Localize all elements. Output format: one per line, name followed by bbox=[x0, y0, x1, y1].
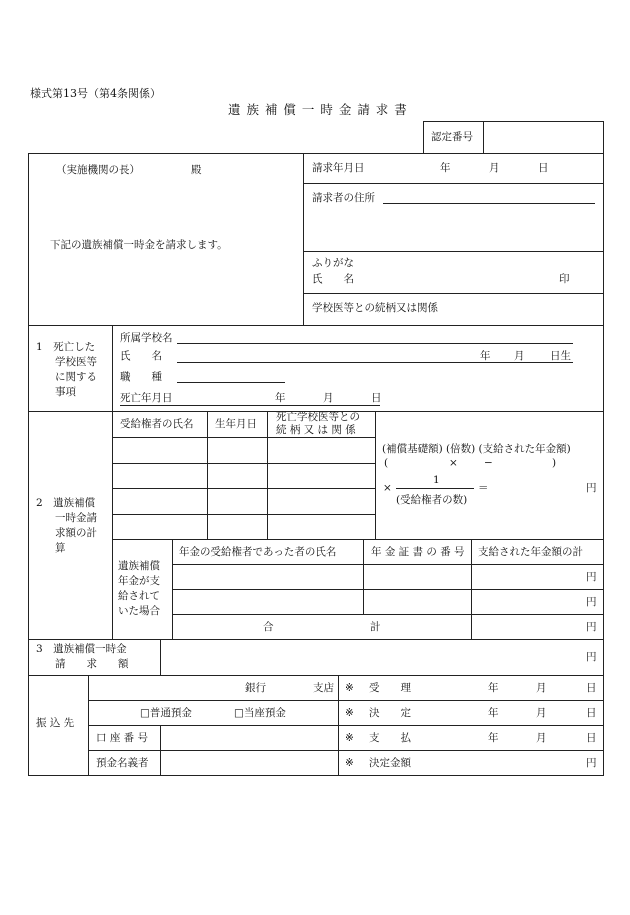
frame-bottom bbox=[28, 775, 604, 776]
death-day: 日 bbox=[371, 392, 382, 404]
formula-times-2: × bbox=[383, 482, 392, 494]
current-deposit-label: 当座預金 bbox=[243, 707, 286, 719]
request-date-day: 日 bbox=[538, 162, 549, 174]
deceased-name-field[interactable] bbox=[177, 362, 573, 363]
pension-total-label-2: 計 bbox=[370, 621, 381, 633]
school-name-field[interactable] bbox=[177, 343, 573, 344]
decided-label: 決 定 bbox=[369, 707, 411, 719]
checkbox-icon: □ bbox=[140, 707, 150, 719]
formula-open-paren: ( bbox=[384, 457, 389, 469]
pension-row-yen: 円 bbox=[586, 596, 597, 608]
addressee-honorific: 殿 bbox=[191, 164, 202, 176]
formula-denominator: (受給権者の数) bbox=[396, 494, 468, 506]
current-deposit-checkbox[interactable] bbox=[234, 708, 286, 719]
recipient-cell[interactable] bbox=[113, 438, 207, 463]
death-date-field[interactable] bbox=[120, 405, 380, 406]
transfer-label: 振 込 先 bbox=[36, 717, 75, 729]
paid-label: 支 払 bbox=[369, 732, 411, 744]
recipient-cell[interactable] bbox=[113, 489, 207, 514]
received-day: 日 bbox=[586, 682, 597, 694]
col-birth-date: 生年月日 bbox=[215, 418, 257, 430]
formula-numerator: 1 bbox=[433, 474, 440, 486]
section2-header-line: 2 遺族補償 bbox=[36, 497, 96, 509]
note-mark: ※ bbox=[345, 707, 354, 719]
furigana-label: ふりがな bbox=[312, 257, 354, 269]
paid-month: 月 bbox=[536, 732, 547, 744]
pension-label-line: 年金が支 bbox=[118, 575, 160, 587]
section3-label-2: 請 求 額 bbox=[55, 658, 129, 670]
note-mark: ※ bbox=[345, 682, 354, 694]
birth-year: 年 bbox=[480, 350, 491, 362]
section2-header-line: 一時金請 bbox=[55, 512, 97, 524]
decided-month: 月 bbox=[536, 707, 547, 719]
relation-label: 学校医等との続柄又は関係 bbox=[312, 302, 438, 314]
section2-header-line: 求額の計 bbox=[55, 527, 97, 539]
birth-month: 月 bbox=[514, 350, 525, 362]
section3-label-1: 3 遺族補償一時金 bbox=[36, 643, 127, 655]
death-month: 月 bbox=[323, 392, 334, 404]
occupation-field[interactable] bbox=[177, 382, 285, 383]
frame-right bbox=[603, 153, 604, 776]
section1-header-line: に関する bbox=[55, 371, 97, 383]
pension-total-label-1: 合 bbox=[263, 621, 274, 633]
formula-yen: 円 bbox=[586, 482, 597, 494]
received-month: 月 bbox=[536, 682, 547, 694]
formula-minus: − bbox=[484, 457, 493, 469]
bank-label: 銀行 bbox=[245, 682, 266, 694]
formula-labels: (補償基礎額) (倍数) (支給された年金額) bbox=[382, 443, 571, 455]
note-mark: ※ bbox=[345, 757, 354, 769]
section1-header-line: 1 死亡した bbox=[36, 341, 96, 353]
seal-mark: 印 bbox=[559, 273, 570, 285]
recipient-cell[interactable] bbox=[113, 515, 207, 539]
col-pension-recipient: 年金の受給権者であった者の氏名 bbox=[179, 546, 337, 558]
ordinary-deposit-label: 普通預金 bbox=[149, 707, 192, 719]
request-date-year: 年 bbox=[440, 162, 451, 174]
checkbox-icon: □ bbox=[234, 707, 244, 719]
paid-day: 日 bbox=[586, 732, 597, 744]
received-label: 受 理 bbox=[369, 682, 411, 694]
addressee-label: （実施機関の長） bbox=[56, 164, 140, 176]
formula-equals: ＝ bbox=[478, 482, 489, 494]
section2-header-line: 算 bbox=[55, 542, 66, 554]
col-recipient-name: 受給権者の氏名 bbox=[120, 418, 194, 430]
decided-amount-label: 決定金額 bbox=[369, 757, 411, 769]
deceased-name-label: 氏 名 bbox=[120, 350, 162, 362]
pension-label-line: 給されて bbox=[118, 590, 160, 602]
request-date-label: 請求年月日 bbox=[312, 162, 365, 174]
claimant-address-field[interactable] bbox=[383, 203, 595, 204]
form-number-label: 様式第13号（第4条関係） bbox=[30, 87, 161, 100]
cert-number-field[interactable] bbox=[490, 128, 596, 146]
request-statement: 下記の遺族補償一時金を請求します。 bbox=[50, 239, 228, 251]
col-relation-2: 続 柄 又 は 関 係 bbox=[276, 424, 356, 436]
decided-year: 年 bbox=[488, 707, 499, 719]
branch-label: 支店 bbox=[313, 682, 334, 694]
formula-fraction-bar bbox=[396, 488, 474, 489]
note-mark: ※ bbox=[345, 732, 354, 744]
pension-label-line: 遺族補償 bbox=[118, 560, 160, 572]
death-year: 年 bbox=[275, 392, 286, 404]
received-year: 年 bbox=[488, 682, 499, 694]
form-title: 遺 族 補 償 一 時 金 請 求 書 bbox=[228, 102, 408, 117]
frame-left bbox=[28, 153, 29, 776]
occupation-label: 職 種 bbox=[120, 371, 162, 383]
pension-total-yen: 円 bbox=[586, 621, 597, 633]
claim-amount-yen: 円 bbox=[586, 651, 597, 663]
pension-row-yen: 円 bbox=[586, 571, 597, 583]
account-number-field[interactable] bbox=[162, 727, 336, 749]
cert-number-label: 認定番号 bbox=[431, 131, 473, 143]
ordinary-deposit-checkbox[interactable] bbox=[140, 708, 192, 719]
section1-header-line: 事項 bbox=[55, 386, 76, 398]
formula-close-paren: ) bbox=[552, 457, 557, 469]
death-date-label: 死亡年月日 bbox=[120, 392, 173, 404]
recipient-cell[interactable] bbox=[113, 464, 207, 488]
paid-year: 年 bbox=[488, 732, 499, 744]
col-paid-total: 支給された年金額の計 bbox=[478, 546, 583, 558]
pension-label-line: いた場合 bbox=[118, 605, 160, 617]
account-holder-label: 預金名義者 bbox=[96, 757, 149, 769]
section1-header-line: 学校医等 bbox=[55, 356, 97, 368]
decided-amount-yen: 円 bbox=[586, 757, 597, 769]
school-name-label: 所属学校名 bbox=[120, 332, 173, 344]
account-holder-field[interactable] bbox=[162, 752, 336, 774]
formula-times: × bbox=[449, 457, 458, 469]
frame-top bbox=[28, 153, 604, 154]
claimant-address-label: 請求者の住所 bbox=[312, 192, 375, 204]
claimant-name-label: 氏 名 bbox=[312, 273, 354, 285]
decided-day: 日 bbox=[586, 707, 597, 719]
request-date-month: 月 bbox=[489, 162, 500, 174]
col-pension-cert-number: 年 金 証 書 の 番 号 bbox=[371, 546, 465, 558]
birth-day-suffix: 日生 bbox=[550, 350, 571, 362]
col-relation-1: 死亡学校医等との bbox=[276, 411, 360, 423]
account-number-label: 口 座 番 号 bbox=[96, 732, 149, 744]
